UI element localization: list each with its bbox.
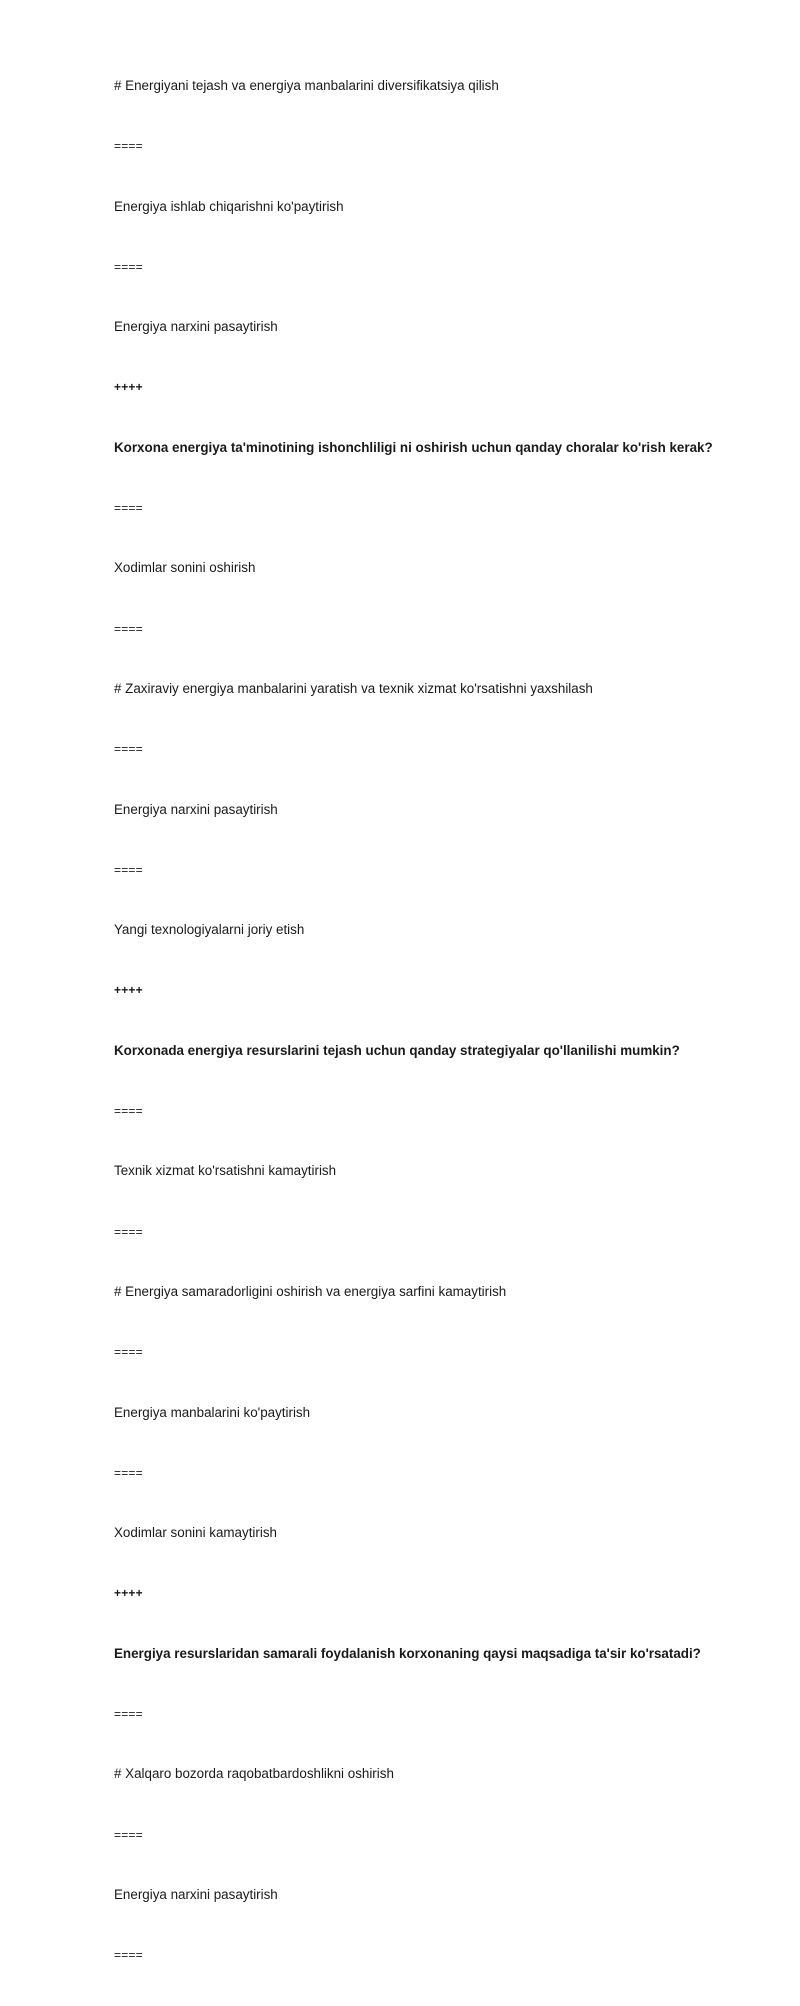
option-separator: ==== xyxy=(114,862,143,877)
question-separator: ++++ xyxy=(114,380,143,395)
answer-line: Energiya narxini pasaytirish xyxy=(114,319,278,335)
answer-line: Xodimlar sonini oshirish xyxy=(114,560,256,576)
option-separator: ==== xyxy=(114,1104,143,1119)
option-separator: ==== xyxy=(114,1465,143,1480)
answer-line: # Zaxiraviy energiya manbalarini yaratish va texnik xizmat ko'rsatishni yaxshilash xyxy=(114,680,593,696)
answer-line: # Xalqaro bozorda raqobatbardoshlikni oshirish xyxy=(114,1766,394,1782)
answer-line: Yangi texnologiyalarni joriy etish xyxy=(114,922,305,938)
answer-line: # Energiya samaradorligini oshirish va energiya sarfini kamaytirish xyxy=(114,1283,507,1299)
option-separator: ==== xyxy=(114,1948,143,1963)
question-separator: ++++ xyxy=(114,983,143,998)
answer-line: Energiya manbalarini ko'paytirish xyxy=(114,1404,311,1420)
question-line: Korxona energiya ta'minotining ishonchliligi ni oshirish uchun qanday choralar ko'rish kerak? xyxy=(114,439,713,455)
question-line: Energiya resurslaridan samarali foydalanish korxonaning qaysi maqsadiga ta'sir ko'rsatadi? xyxy=(114,1645,701,1661)
option-separator: ==== xyxy=(114,1827,143,1842)
option-separator: ==== xyxy=(114,742,143,757)
answer-line: Xodimlar sonini kamaytirish xyxy=(114,1525,277,1541)
answer-line: Energiya narxini pasaytirish xyxy=(114,1886,278,1902)
option-separator: ==== xyxy=(114,1345,143,1360)
option-separator: ==== xyxy=(114,621,143,636)
option-separator: ==== xyxy=(114,259,143,274)
question-separator: ++++ xyxy=(114,1586,143,1601)
answer-line: Texnik xizmat ko'rsatishni kamaytirish xyxy=(114,1163,337,1179)
answer-line: Energiya narxini pasaytirish xyxy=(114,801,278,817)
option-separator: ==== xyxy=(114,501,143,516)
option-separator: ==== xyxy=(114,139,143,154)
answer-line: # Energiyani tejash va energiya manbalarini diversifikatsiya qilish xyxy=(114,78,499,93)
option-separator: ==== xyxy=(114,1707,143,1722)
document-page xyxy=(114,76,754,2006)
question-line: Korxonada energiya resurslarini tejash uchun qanday strategiyalar qo'llanilishi mumkin? xyxy=(114,1042,680,1058)
answer-line: Energiya ishlab chiqarishni ko'paytirish xyxy=(114,198,344,214)
option-separator: ==== xyxy=(114,1224,143,1239)
